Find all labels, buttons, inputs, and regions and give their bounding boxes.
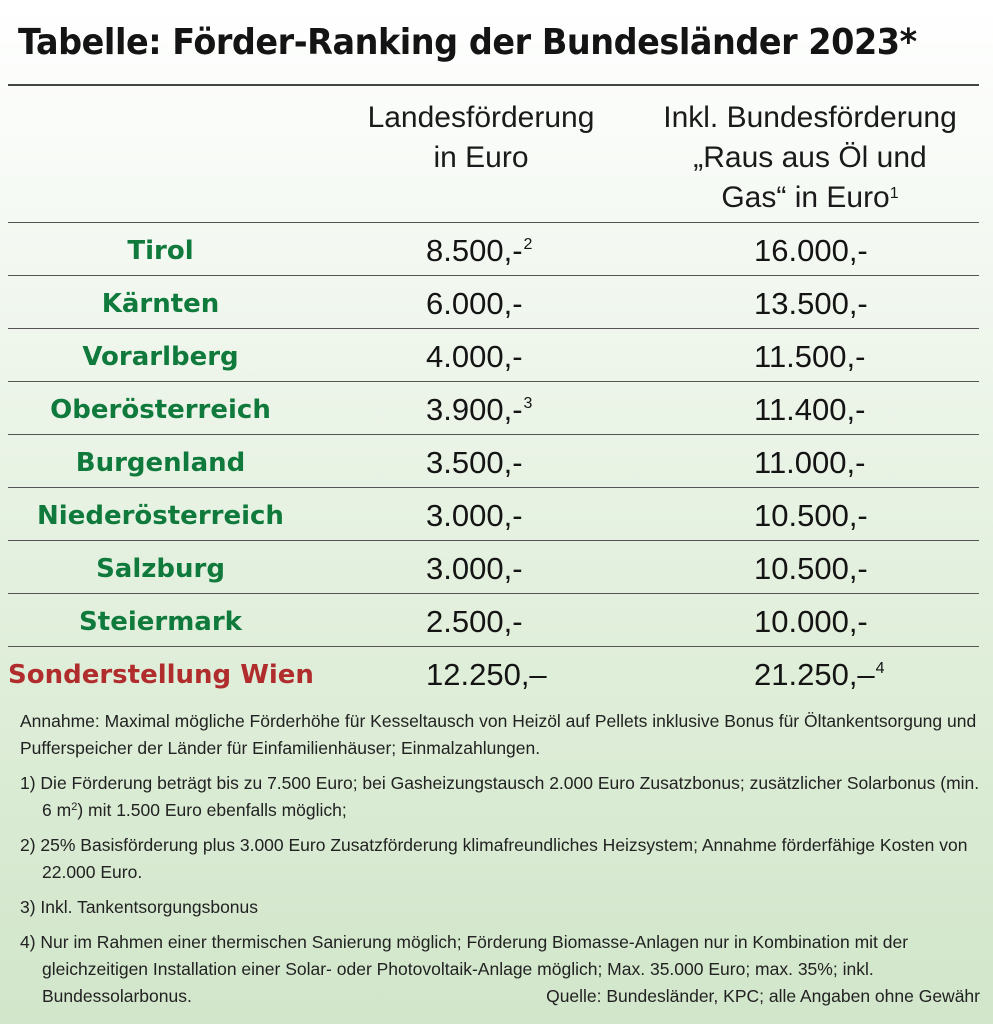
bundesfoerderung-value: 13.500,- — [754, 286, 868, 321]
bundesfoerderung-value: 11.500,- — [754, 339, 866, 374]
table-row — [8, 329, 979, 381]
state-name: Tirol — [127, 236, 194, 266]
state-name: Kärnten — [101, 289, 220, 319]
table-row — [8, 276, 979, 328]
note-1: 1) Die Förderung beträgt bis zu 7.500 Euro; bei Gasheizungstausch 2.000 Euro Zusatzbonus; zusätzlicher Solarbonus (min. 6 $m^2$) mit 1.500 Euro ebenfalls möglich; — [20, 773, 980, 820]
table-row — [8, 223, 979, 275]
landesfoerderung-value: 2.500,- — [426, 604, 523, 639]
note-4: 4) Nur im Rahmen einer thermischen Sanierung möglich; Förderung Biomasse-Anlagen nur in Kombination mit der gleichzeitigen Installation einer Solar- oder Photovoltaik-Anlage möglich; Max. 35.000 Euro; max. 35%; inkl. Bundessolarbonus. Quelle: Bundesländer, KPC; alle Angaben ohne Gewähr — [20, 929, 980, 1010]
state-name: Niederösterreich — [37, 501, 284, 531]
state-name: Oberösterreich — [50, 395, 271, 425]
bundesfoerderung-value: 10.500,- — [754, 551, 868, 586]
footnote-marker: 2 — [523, 236, 533, 253]
landesfoerderung-value: 8.500,-$^2$ — [426, 233, 533, 268]
footnote-marker: 1 — [889, 185, 899, 202]
state-name: Salzburg — [96, 554, 225, 584]
header-bund-line2: „Raus aus Öl und — [693, 141, 927, 174]
footnotes — [20, 708, 980, 1010]
state-name: Sonderstellung Wien — [8, 660, 314, 690]
state-name: Vorarlberg — [82, 342, 239, 372]
bundesfoerderung-value: 16.000,- — [754, 233, 868, 268]
table-row — [8, 594, 979, 646]
landesfoerderung-value: 3.500,- — [426, 445, 523, 480]
note-assumption: Annahme: Maximal mögliche Förderhöhe für Kesseltausch von Heizöl auf Pellets inklusive Bonus für Öltankentsorgung und Pufferspeicher der Länder für Einfamilienhäuser; Einmalzahlungen. — [20, 711, 977, 758]
state-name: Burgenland — [75, 448, 246, 478]
landesfoerderung-value: 4.000,- — [426, 339, 523, 374]
table-row — [8, 647, 979, 699]
title-divider — [8, 84, 979, 86]
table-row — [8, 488, 979, 540]
header-land-line1: Landesförderung — [367, 101, 595, 134]
header-land-line2: in Euro — [433, 141, 529, 174]
table-row — [8, 541, 979, 593]
table-title: Tabelle: Förder-Ranking der Bundesländer 2023* — [18, 22, 917, 63]
header-bund-line1: Inkl. Bundesförderung — [663, 101, 957, 134]
note-3: 3) Inkl. Tankentsorgungsbonus — [20, 897, 259, 917]
bundesfoerderung-value: 21.250,–$^4$ — [754, 657, 885, 692]
source-note: Quelle: Bundesländer, KPC; alle Angaben ohne Gewähr — [546, 986, 980, 1006]
footnote-marker: 4 — [875, 660, 885, 677]
bundesfoerderung-value: 10.000,- — [754, 604, 868, 639]
bundesfoerderung-value: 11.000,- — [754, 445, 866, 480]
table-row — [8, 382, 979, 434]
bundesfoerderung-value: 11.400,- — [754, 392, 866, 427]
note-2: 2) 25% Basisförderung plus 3.000 Euro Zusatzförderung klimafreundliches Heizsystem; Annahme förderfähige Kosten von 22.000 Euro. — [20, 835, 968, 882]
landesfoerderung-value: 3.000,- — [426, 551, 523, 586]
header-bund-line3: Gas“ in Euro$^1$ — [721, 181, 899, 214]
bundesfoerderung-value: 10.500,- — [754, 498, 868, 533]
state-name: Steiermark — [79, 607, 242, 637]
landesfoerderung-value: 3.000,- — [426, 498, 523, 533]
row-divider — [8, 646, 979, 647]
landesfoerderung-value: 3.900,-$^3$ — [426, 392, 533, 427]
table-row — [8, 435, 979, 487]
header-landesfoerderung — [356, 98, 606, 178]
landesfoerderung-value: 6.000,- — [426, 286, 523, 321]
header-bundesfoerderung — [640, 98, 980, 218]
landesfoerderung-value: 12.250,– — [426, 657, 547, 692]
footnote-marker: 3 — [523, 395, 533, 412]
